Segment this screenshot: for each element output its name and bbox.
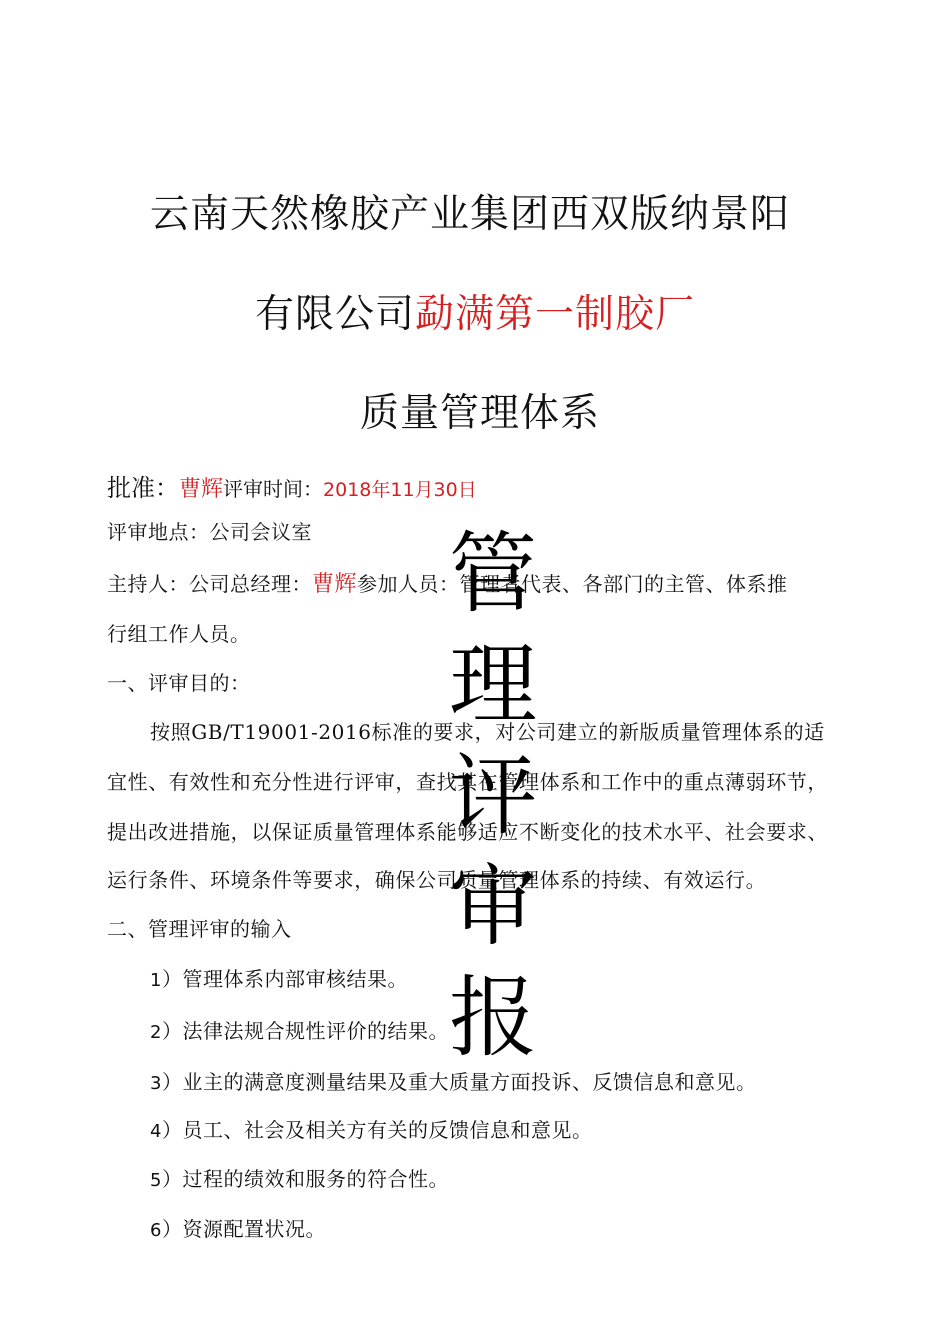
approval-label: 批准： — [107, 474, 179, 502]
item-number: 5 — [150, 1170, 162, 1191]
doc-title-line1: 云南天然橡胶产业集团西双版纳景阳 — [150, 192, 791, 237]
overlay-char: 理 — [448, 633, 537, 736]
approval-line — [107, 468, 477, 503]
title-factory-name: 勐满第一制胶厂 — [415, 292, 696, 337]
input-item — [150, 1213, 326, 1242]
item-text: ）法律法规合规性评价的结果。 — [161, 1019, 449, 1043]
input-item — [150, 1163, 449, 1192]
item-text: ）业主的满意度测量结果及重大质量方面投诉、反馈信息和意见。 — [161, 1070, 757, 1094]
overlay-char: 评 — [448, 744, 537, 847]
item-number: 6 — [150, 1220, 162, 1241]
section1-line: 按照GB/T19001-2016标准的要求，对公司建立的新版质量管理体系的适 — [150, 720, 825, 744]
overlay-vertical-title — [438, 518, 548, 1069]
input-item — [150, 1114, 592, 1143]
review-time-label: 评审时间： — [223, 477, 324, 501]
host-label: 主持人：公司总经理： — [107, 572, 312, 596]
item-text: ）过程的绩效和服务的符合性。 — [161, 1167, 449, 1191]
input-item — [150, 963, 408, 992]
item-text: ）管理体系内部审核结果。 — [161, 967, 408, 991]
host-name: 曹辉 — [312, 572, 358, 597]
section1-line: 提出改进措施，以保证质量管理体系能够适应不断变化的技术水平、社会要求、 — [107, 820, 828, 844]
section1-line: 宜性、有效性和充分性进行评审，查找其在管理体系和工作中的重点薄弱环节， — [107, 770, 828, 794]
approver-name: 曹辉 — [179, 477, 224, 502]
title-company-suffix: 有限公司 — [255, 292, 416, 337]
participants-line1: 参加人员：管理者代表、各部门的主管、体系推 — [357, 572, 788, 596]
item-number: 1 — [150, 970, 162, 991]
participants-line2: 行组工作人员。 — [107, 622, 251, 646]
doc-title-line3: 质量管理体系 — [360, 391, 601, 436]
item-number: 4 — [150, 1121, 162, 1142]
section2-heading: 二、管理评审的输入 — [107, 917, 292, 941]
item-text: ）资源配置状况。 — [161, 1217, 326, 1241]
review-location: 评审地点：公司会议室 — [107, 520, 312, 544]
overlay-char: 报 — [448, 966, 537, 1069]
doc-title-line2 — [255, 283, 695, 339]
item-text: ）员工、社会及相关方有关的反馈信息和意见。 — [161, 1118, 593, 1142]
section1-heading: 一、评审目的： — [107, 671, 251, 695]
section1-line: 运行条件、环境条件等要求，确保公司质量管理体系的持续、有效运行。 — [107, 868, 767, 892]
overlay-char: 审 — [448, 855, 537, 958]
item-number: 3 — [150, 1073, 162, 1094]
overlay-char: 管 — [448, 522, 537, 625]
item-number: 2 — [150, 1022, 162, 1043]
review-date: 2018年11月30日 — [323, 479, 477, 501]
input-item — [150, 1015, 449, 1044]
